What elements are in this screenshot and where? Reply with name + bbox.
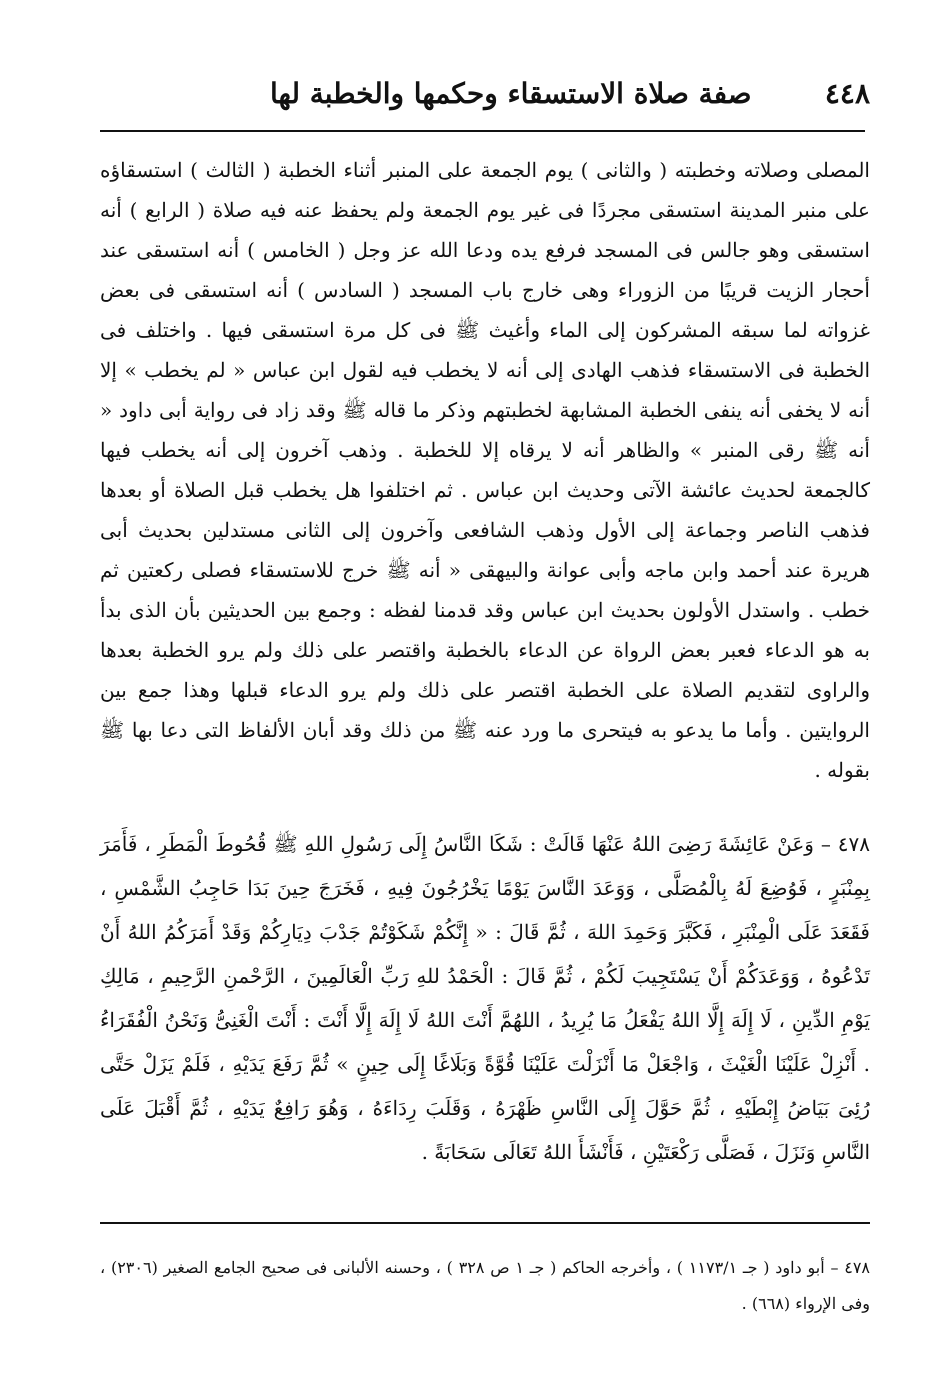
footnote-section <box>100 1250 870 1322</box>
commentary-paragraph: المصلى وصلاته وخطبته ( والثانى ) يوم الجمعة على المنبر أثناء الخطبة ( الثالث ) استسقاؤه على منبر المدينة استسقى مجردًا فى غير يوم الجمعة ولم يحفظ عنه فيه صلاة ( الرابع ) أنه استسقى وهو جالس فى المسجد فرفع يده ودعا الله عز وجل ( الخامس ) أنه استسقى عند أحجار الزيت قريبًا من الزوراء وهى خارج باب المسجد ( السادس ) أنه استسقى فى بعض غزواته لما سبقه المشركون إلى الماء وأغيث ﷺ فى كل مرة استسقى فيها . واختلف فى الخطبة فى الاستسقاء فذهب الهادى إلى أنه لا يخطب فيه لقول ابن عباس « لم يخطب » إلا أنه لا يخفى أنه ينفى الخطبة المشابهة لخطبتهم وذكر ما قاله ﷺ وقد زاد فى رواية أبى داود « أنه ﷺ رقى المنبر » والظاهر أنه لا يرقاه إلا للخطبة . وذهب آخرون إلى أنه يخطب فيها كالجمعة لحديث عائشة الآتى وحديث ابن عباس . ثم اختلفوا هل يخطب قبل الصلاة أو بعدها فذهب الناصر وجماعة إلى الأول وذهب الشافعى وآخرون إلى الثانى مستدلين بحديث أبى هريرة عند أحمد وابن ماجه وأبى عوانة والبيهقى « أنه ﷺ خرج للاستسقاء فصلى ركعتين ثم خطب . واستدل الأولون بحديث ابن عباس وقد قدمنا لفظه : وجمع بين الحديثين بأن الذى بدأ به هو الدعاء فعبر بعض الرواة عن الدعاء بالخطبة واقتصر على ذلك ولم يرو الخطبة بعدها والراوى لتقديم الصلاة على الخطبة اقتصر على ذلك ولم يرو الدعاء قبلها وهذا جمع بين الروايتين . وأما ما يدعو به فيتحرى ما ورد عنه ﷺ من ذلك وقد أبان الألفاظ التى دعا بها ﷺ بقوله . <box>100 158 870 782</box>
footnote-paragraph: ٤٧٨ – أبو داود ( جـ ١١٧٣/١ ) ، وأخرجه الحاكم ( جـ ١ ص ٣٢٨ ) ، وحسنه الألبانى فى صحيح الجامع الصغير (٢٣٠٦) ، وفى الإرواء (٦٦٨) . <box>100 1258 871 1313</box>
page-number: ٤٤٨ <box>824 76 870 110</box>
hadith-section <box>100 822 870 1174</box>
footnote-rule <box>100 1222 870 1224</box>
hadith-paragraph: ٤٧٨ – وَعَنْ عَائِشَةَ رَضِىَ اللهُ عَنْهَا قَالَتْ : شَكَا النَّاسُ إِلَى رَسُولِ اللهِ ﷺ قُحُوطَ الْمَطَرِ ، فَأَمَرَ بِمِنْبَرٍ ، فَوُضِعَ لَهُ بِالْمُصَلَّى ، وَوَعَدَ النَّاسَ يَوْمًا يَخْرُجُونَ فِيهِ ، فَخَرَجَ حِينَ بَدَا حَاجِبُ الشَّمْسِ ، فَقَعَدَ عَلَى الْمِنْبَرِ ، فَكَبَّرَ وَحَمِدَ اللهَ ، ثُمَّ قَالَ : « إِنَّكُمْ شَكَوْتُمْ جَدْبَ دِيَارِكُمْ وَقَدْ أَمَرَكُمُ اللهُ أَنْ تَدْعُوهُ ، وَوَعَدَكُمْ أَنْ يَسْتَجِيبَ لَكُمْ ، ثُمَّ قَالَ : الْحَمْدُ للهِ رَبِّ الْعَالَمِينَ ، الرَّحْمنِ الرَّحِيمِ ، مَالِكِ يَوْمِ الدِّينِ ، لَا إِلَهَ إِلَّا اللهُ يَفْعَلُ مَا يُرِيدُ ، اللهُمَّ أَنْتَ اللهُ لَا إِلَهَ إِلَّا أَنْتَ : أَنْتَ الْغَنِىُّ وَنَحْنُ الْفُقَرَاءُ . أَنْزِلْ عَلَيْنَا الْغَيْثَ ، وَاجْعَلْ مَا أَنْزَلْتَ عَلَيْنَا قُوَّةً وَبَلَاغًا إِلَى حِينٍ » ثُمَّ رَفَعَ يَدَيْهِ ، فَلَمْ يَزَلْ حَتَّى رُئِىَ بَيَاضُ إِبْطَيْهِ ، ثُمَّ حَوَّلَ إِلَى النَّاسِ ظَهْرَهُ ، وَقَلَبَ رِدَاءَهُ ، وَهُوَ رَافِعٌ يَدَيْهِ ، ثُمَّ أَقْبَلَ عَلَى النَّاسِ وَنَزَلَ ، فَصَلَّى رَكْعَتَيْنِ ، فَأَنْشَأَ اللهُ تَعَالَى سَحَابَةً . <box>100 832 870 1164</box>
header-rule <box>100 130 865 132</box>
page-header <box>100 68 870 118</box>
running-title: صفة صلاة الاستسقاء وحكمها والخطبة لها <box>270 76 752 110</box>
commentary-section <box>100 150 870 790</box>
